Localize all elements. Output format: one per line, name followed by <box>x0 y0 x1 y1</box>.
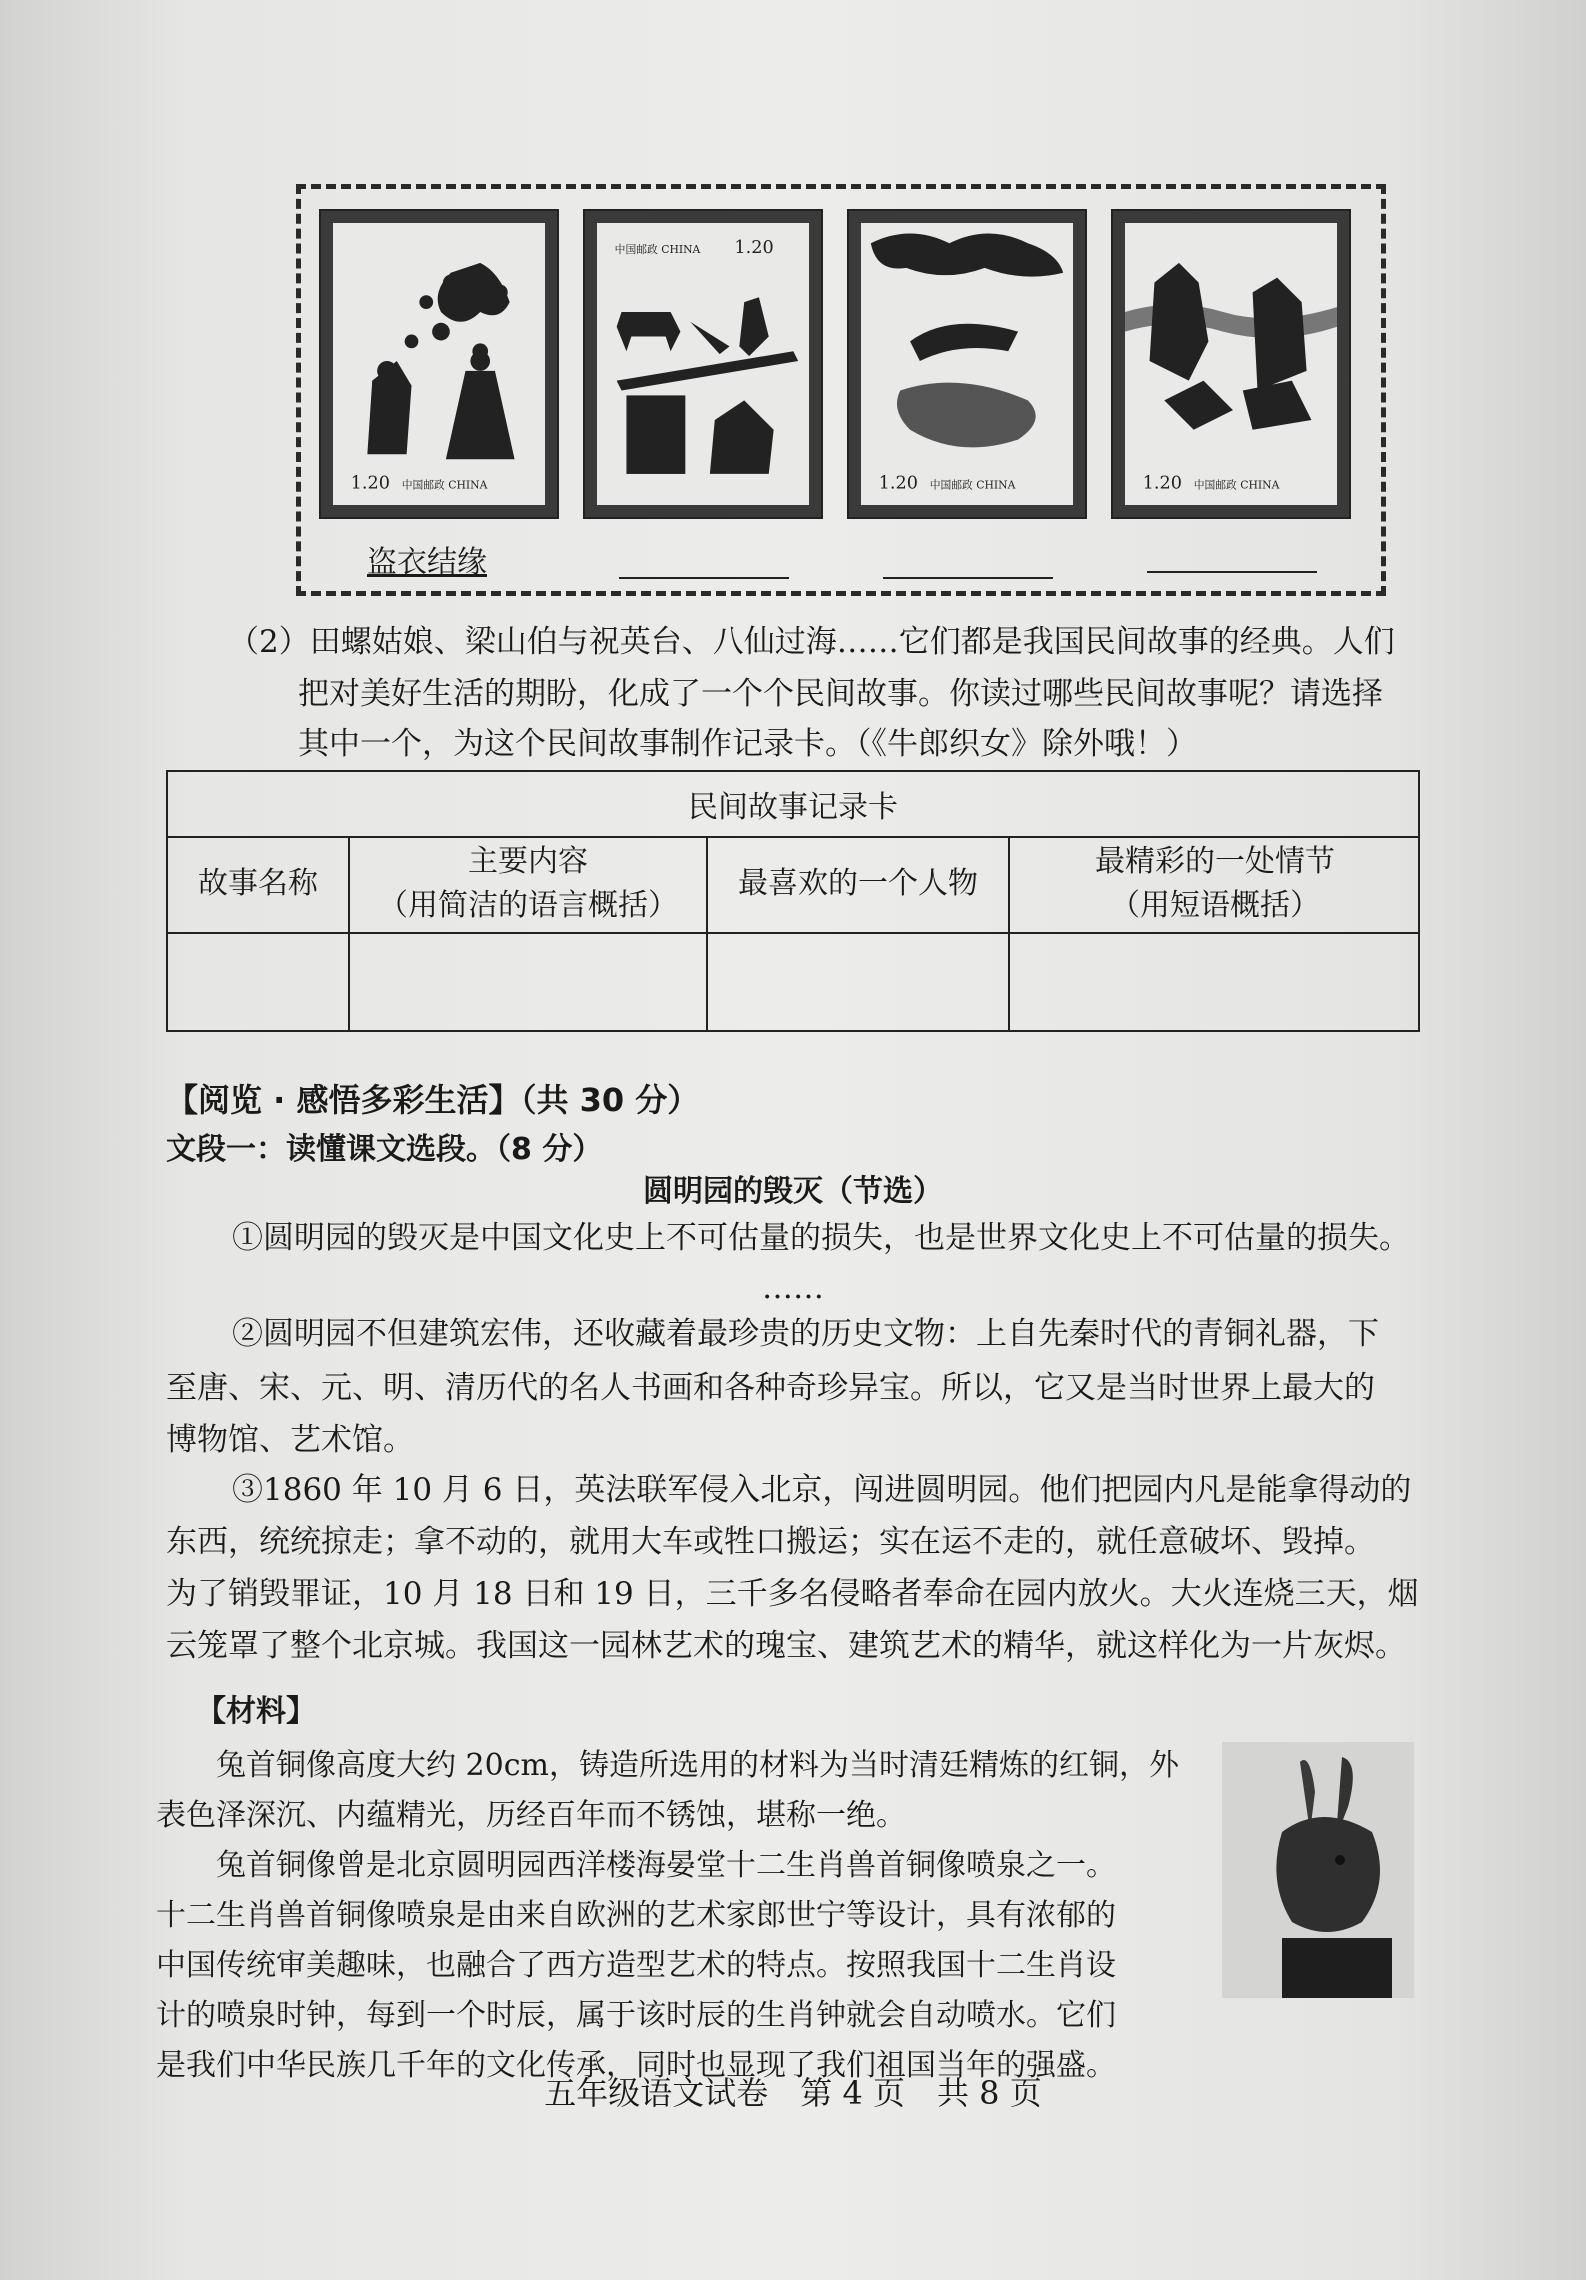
stamp-1-value: 1.20 <box>350 473 390 494</box>
material-line5: 中国传统审美趣味，也融合了西方造型艺术的特点。按照我国十二生肖设 <box>156 1948 1116 1983</box>
record-card-col-plot <box>1010 836 1420 1032</box>
section-sub-heading: 文段一：读懂课文选段。（8 分） <box>166 1132 603 1167</box>
stamp-caption-blank-2[interactable] <box>619 577 789 579</box>
record-card-head-name-text: 故事名称 <box>198 866 318 901</box>
material-line1: 兔首铜像高度大约 20cm，铸造所选用的材料为当时清廷精炼的红铜，外 <box>216 1748 1179 1783</box>
material-line7: 是我们中华民族几千年的文化传承，同时也显现了我们祖国当年的强盛。 <box>156 2048 1116 2083</box>
record-card-head-content-line1: 主要内容 <box>468 844 588 879</box>
material-line2: 表色泽深沉、内蕴精光，历经百年而不锈蚀，堪称一绝。 <box>156 1798 906 1833</box>
record-card-head-name <box>168 836 348 934</box>
stamp-4-value: 1.20 <box>1142 473 1182 494</box>
stamp-1-art <box>333 223 545 505</box>
stamp-box <box>296 184 1386 596</box>
material-line3: 兔首铜像曾是北京圆明园西洋楼海晏堂十二生肖兽首铜像喷泉之一。 <box>216 1848 1116 1883</box>
stamp-4-art <box>1125 223 1337 505</box>
passage-p3-line4: 云笼罩了整个北京城。我国这一园林艺术的瑰宝、建筑艺术的精华，就这样化为一片灰烬。 <box>166 1628 1406 1664</box>
stamp-4-postmark: 中国邮政 CHINA <box>1193 478 1280 492</box>
passage-ellipsis: …… <box>762 1270 824 1306</box>
record-card-cell-content[interactable] <box>350 934 706 1032</box>
passage-p1: ①圆明园的毁灭是中国文化史上不可估量的损失，也是世界文化史上不可估量的损失。 <box>232 1220 1410 1256</box>
stamp-caption-blank-4[interactable] <box>1147 571 1317 573</box>
record-card-head-content-line2: （用简洁的语言概括） <box>378 888 678 923</box>
rabbit-head-art <box>1222 1742 1414 1998</box>
passage-p3-line3: 为了销毁罪证，10 月 18 日和 19 日，三千多名侵略者奉命在园内放火。大火连烧三天，烟 <box>166 1576 1419 1612</box>
stamp-2-art <box>597 223 809 505</box>
record-card-head-plot <box>1010 836 1420 934</box>
record-card-head-character <box>708 836 1008 934</box>
stamp-3-art <box>861 223 1073 505</box>
story-record-card <box>166 770 1420 1032</box>
stamp-caption-1: 盗衣结缘 <box>367 545 487 580</box>
passage-p2-line3: 博物馆、艺术馆。 <box>166 1422 414 1458</box>
record-card-head-plot-line1: 最精彩的一处情节 <box>1095 844 1335 879</box>
stamp-2-postmark: 中国邮政 CHINA <box>614 243 701 257</box>
stamp-3 <box>847 209 1087 519</box>
question2-line2: 把对美好生活的期盼，化成了一个个民间故事。你读过哪些民间故事呢？请选择 <box>298 676 1383 712</box>
question2-line1: （2）田螺姑娘、梁山伯与祝英台、八仙过海……它们都是我国民间故事的经典。人们 <box>228 624 1395 660</box>
stamp-2-value: 1.20 <box>734 238 774 259</box>
passage-title: 圆明园的毁灭（节选） <box>643 1174 943 1209</box>
record-card-cell-plot[interactable] <box>1010 934 1420 1032</box>
material-heading: 【材料】 <box>196 1694 316 1729</box>
record-card-col-name <box>168 836 350 1032</box>
passage-p3-line1: ③1860 年 10 月 6 日，英法联军侵入北京，闯进圆明园。他们把园内凡是能拿得动的 <box>232 1472 1412 1508</box>
record-card-cell-name[interactable] <box>168 934 348 1032</box>
record-card-head-content <box>350 836 706 934</box>
record-card-col-content <box>350 836 708 1032</box>
stamp-3-postmark: 中国邮政 CHINA <box>929 478 1016 492</box>
page-footer: 五年级语文试卷 第 4 页 共 8 页 <box>544 2074 1042 2112</box>
stamp-1-postmark: 中国邮政 CHINA <box>401 478 488 492</box>
stamp-1 <box>319 209 559 519</box>
stamp-caption-blank-3[interactable] <box>883 577 1053 579</box>
record-card-head-character-text: 最喜欢的一个人物 <box>738 866 978 901</box>
passage-p3-line2: 东西，统统掠走；拿不动的，就用大车或牲口搬运；实在运不走的，就任意破坏、毁掉。 <box>166 1524 1375 1560</box>
question2-line3: 其中一个，为这个民间故事制作记录卡。（《牛郎织女》除外哦！） <box>298 726 1197 762</box>
stamp-4 <box>1111 209 1351 519</box>
record-card-cell-character[interactable] <box>708 934 1008 1032</box>
record-card-col-character <box>708 836 1010 1032</box>
stamp-3-value: 1.20 <box>878 473 918 494</box>
material-line4: 十二生肖兽首铜像喷泉是由来自欧洲的艺术家郎世宁等设计，具有浓郁的 <box>156 1898 1116 1933</box>
section-heading: 【阅览 · 感悟多彩生活】（共 30 分） <box>166 1081 700 1119</box>
material-line6: 计的喷泉时钟，每到一个时辰，属于该时辰的生肖钟就会自动喷水。它们 <box>156 1998 1116 2033</box>
record-card-head-plot-line2: （用短语概括） <box>1110 888 1320 923</box>
record-card-title: 民间故事记录卡 <box>168 772 1418 838</box>
passage-p2-line1: ②圆明园不但建筑宏伟，还收藏着最珍贵的历史文物：上自先秦时代的青铜礼器，下 <box>232 1316 1379 1352</box>
rabbit-head-photo <box>1222 1742 1414 1998</box>
stamp-2 <box>583 209 823 519</box>
passage-p2-line2: 至唐、宋、元、明、清历代的名人书画和各种奇珍异宝。所以，它又是当时世界上最大的 <box>166 1370 1375 1406</box>
